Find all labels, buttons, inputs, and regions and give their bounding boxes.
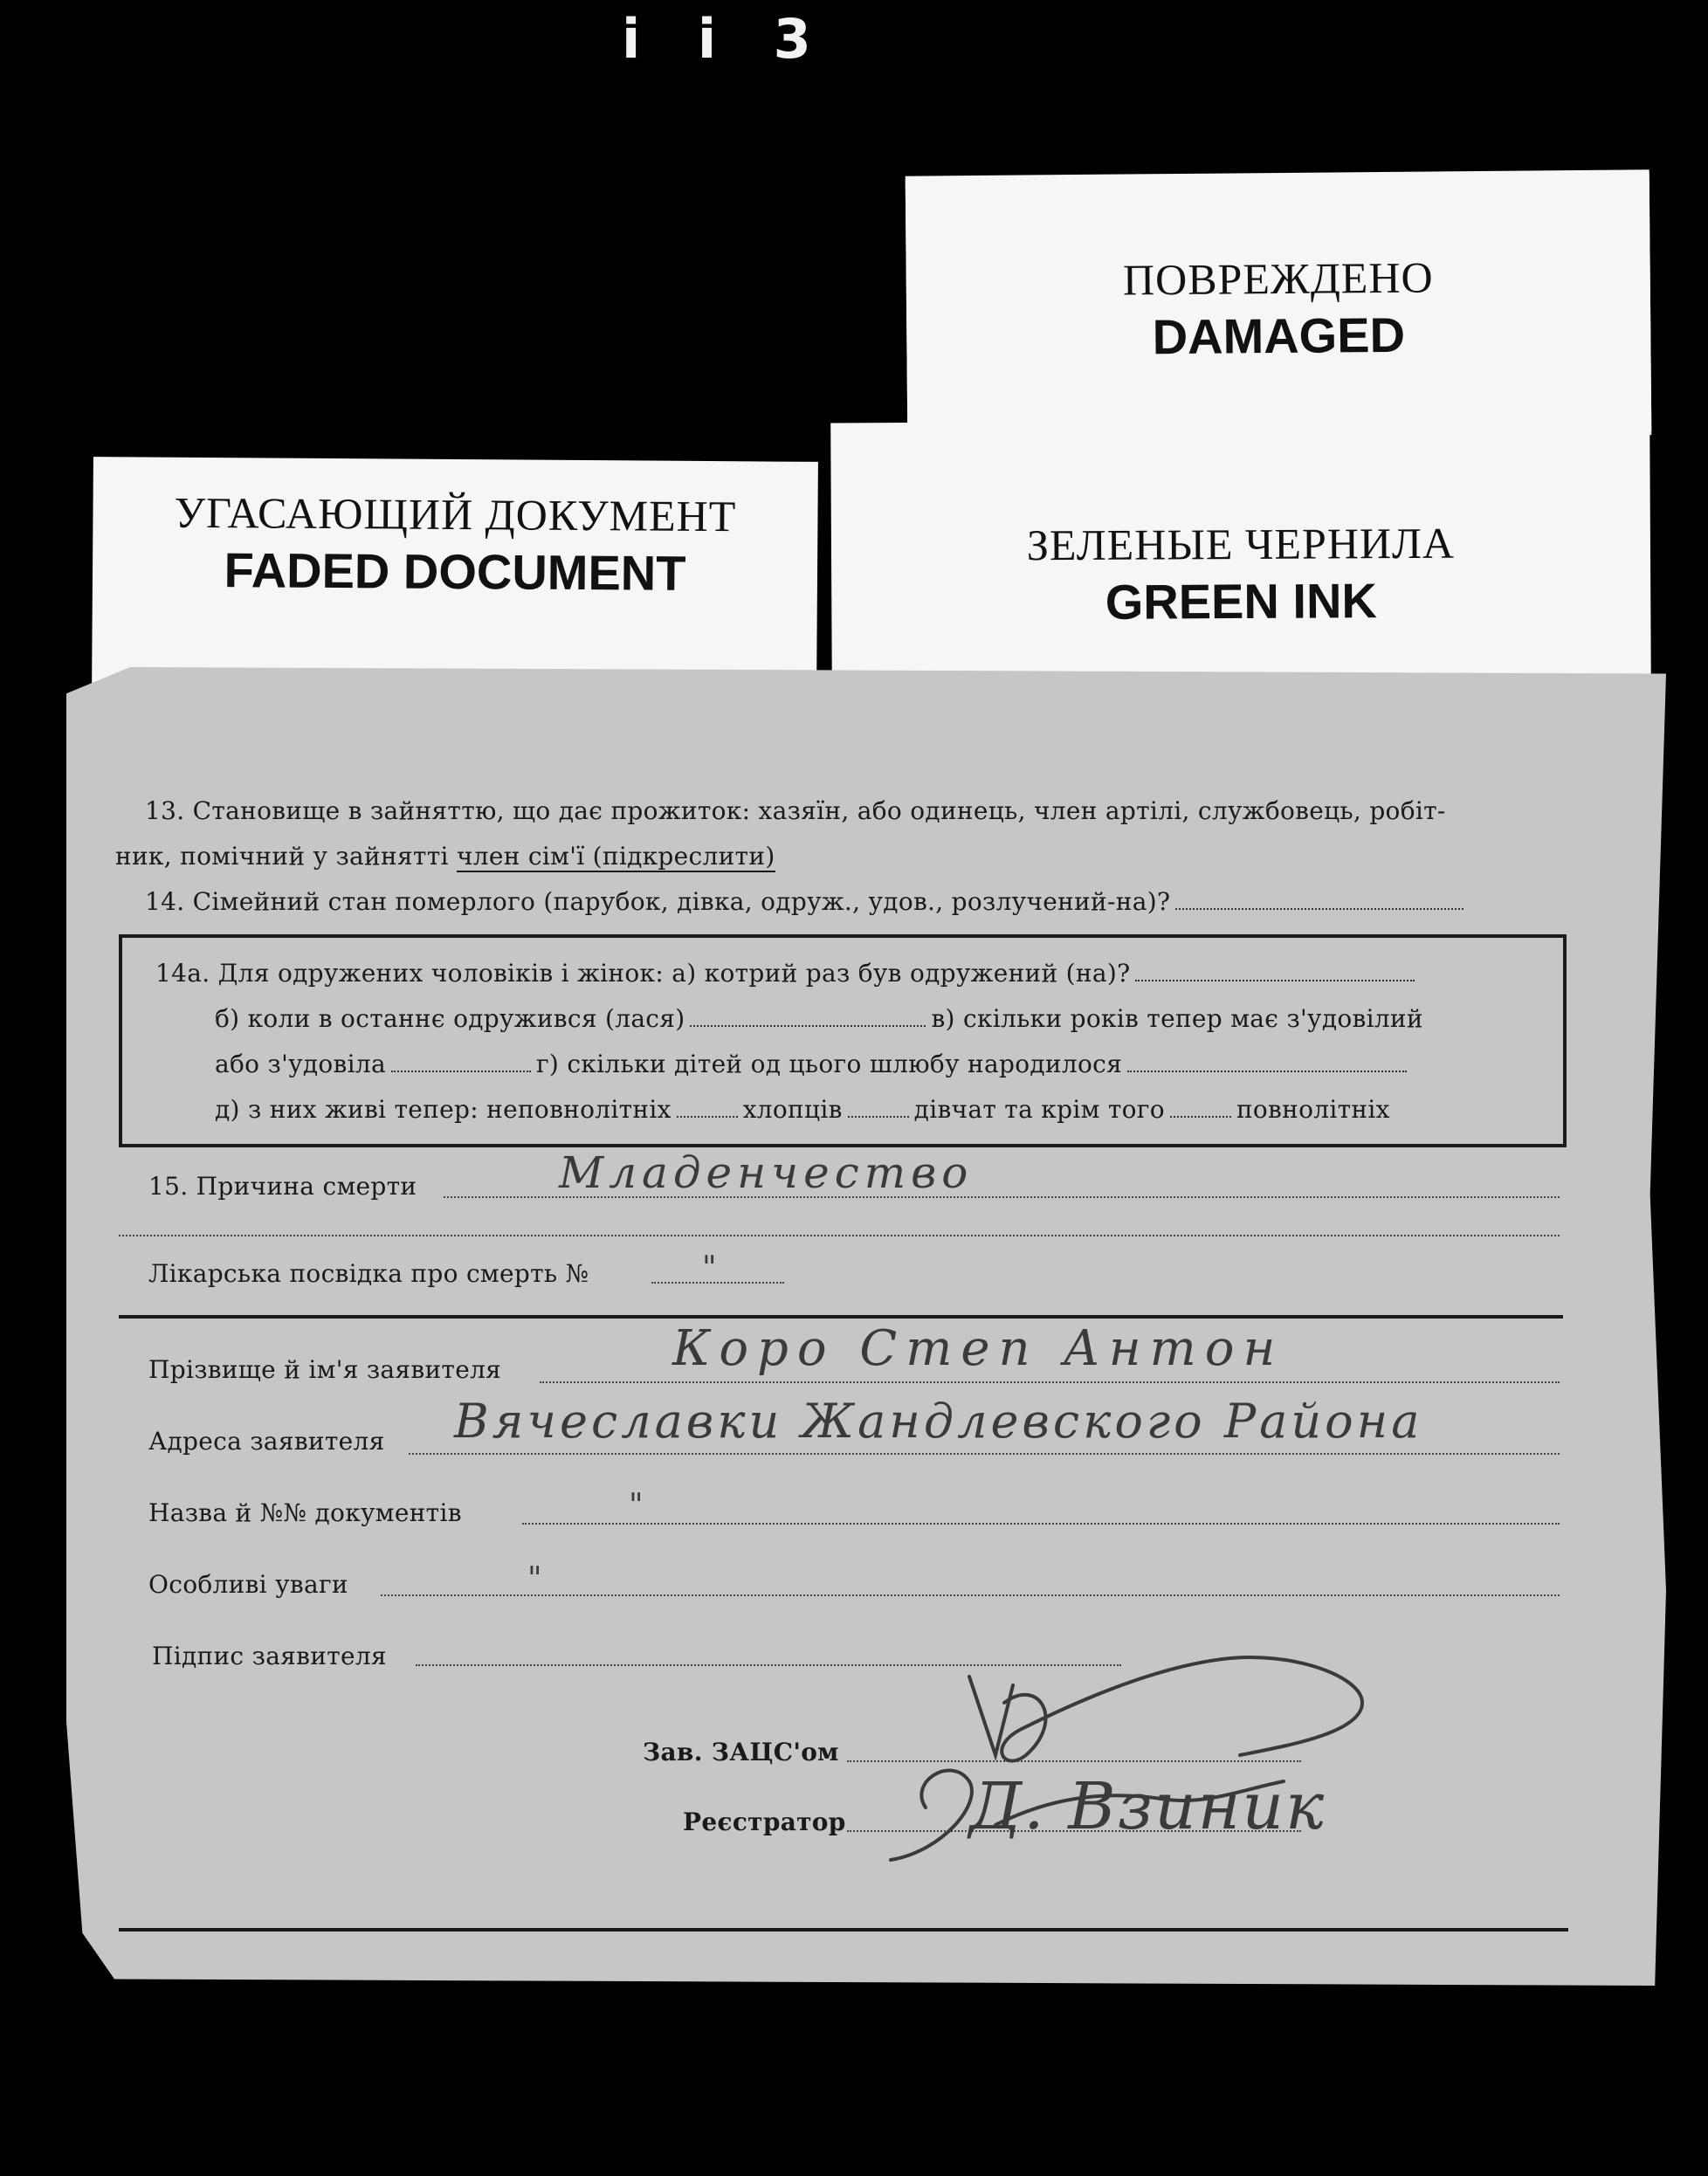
q14a-line1 (155, 959, 1420, 988)
q14a-boys-field (848, 1111, 909, 1118)
med-certificate-value: " (702, 1250, 722, 1286)
registrar-signature: Д. Взиник (969, 1769, 1326, 1844)
applicant-address-field (409, 1453, 1560, 1455)
notes-value: " (527, 1561, 548, 1597)
q14-field (1175, 903, 1464, 910)
q14a-line4 (215, 1095, 1390, 1124)
applicant-address-label: Адреса заявителя (148, 1427, 385, 1456)
documents-label: Назва й №№ документів (148, 1498, 462, 1527)
q14a-b-field (690, 1020, 926, 1027)
q15-handwritten-value: Младенчество (559, 1147, 974, 1198)
q14-label: 14. Сімейний стан померлого (парубок, дівка, одруж., удов., розлучений-на)? (145, 887, 1171, 916)
q14a-g-label: г) скільки дітей од цього шлюбу народилося (535, 1050, 1123, 1078)
green-ink-card-ru: ЗЕЛЕНЫЕ ЧЕРНИЛА (1026, 518, 1456, 570)
green-ink-card (830, 419, 1651, 685)
q14-line (145, 887, 1469, 916)
q13-line2 (115, 842, 775, 871)
registrar-label: Реєстратор (683, 1808, 846, 1836)
q13-line1: 13. Становище в зайняттю, що дає прожиток: хазяїн, або одинець, член артілі, службовець, робіт- (145, 796, 1446, 825)
zags-head-label: Зав. ЗАЦС'ом (643, 1738, 839, 1766)
q14a-v-label: в) скільки років тепер має з'удовілий (931, 1004, 1423, 1033)
q14a-or-label: або з'удовіла (215, 1050, 386, 1078)
notes-field (381, 1594, 1560, 1596)
q13-line2-start: ник, помічний у зайнятті (115, 842, 457, 871)
q13-line2-note: (підкреслити) (592, 842, 775, 871)
documents-field (522, 1523, 1560, 1525)
q14a-v-field (391, 1065, 531, 1072)
q14a-girls-label: дівчат та крім того (913, 1095, 1165, 1124)
med-certificate-label: Лікарська посвідка про смерть № (148, 1259, 589, 1288)
q15-extra-line (119, 1235, 1560, 1236)
faded-card-ru: УГАСАЮЩИЙ ДОКУМЕНТ (174, 487, 737, 541)
q14a-girls-field (1170, 1111, 1231, 1118)
q14a-g-field (1127, 1065, 1407, 1072)
applicant-name-value: Коро Степ Антон (672, 1320, 1284, 1377)
q13-line2-family: член сім'ї (456, 842, 593, 871)
q14a-adults-label: повнолітніх (1236, 1095, 1390, 1124)
archive-number: i i 3 (622, 7, 830, 71)
q14a-label: 14а. Для одружених чоловіків і жінок: а) котрий раз був одружений (на)? (155, 959, 1131, 988)
damaged-card-en: DAMAGED (1152, 306, 1406, 365)
q14a-line3 (215, 1050, 1412, 1078)
q15-label: 15. Причина смерти (148, 1172, 417, 1201)
applicant-address-value: Вячеславки Жандлевского Района (454, 1394, 1423, 1449)
faded-document-card (92, 457, 818, 694)
damaged-card-ru: ПОВРЕЖДЕНО (1122, 252, 1434, 305)
section-divider (119, 1315, 1563, 1319)
applicant-name-label: Прізвище й ім'я заявителя (148, 1355, 502, 1384)
q14a-b-label: б) коли в останнє одружився (лася) (215, 1004, 685, 1033)
faded-card-en: FADED DOCUMENT (224, 542, 686, 601)
applicant-signature-label: Підпис заявителя (152, 1642, 387, 1670)
q14a-a-field (1135, 974, 1415, 981)
q14a-boys-label: хлопців (742, 1095, 843, 1124)
q14a-line2 (215, 1004, 1423, 1033)
notes-label: Особливі уваги (148, 1570, 348, 1599)
q14a-minors-field (677, 1111, 738, 1118)
green-ink-card-en: GREEN INK (1105, 573, 1378, 630)
bottom-rule (119, 1928, 1568, 1932)
q14a-d-label: д) з них живі тепер: неповнолітніх (215, 1095, 671, 1124)
applicant-name-field (540, 1381, 1560, 1383)
documents-value: " (629, 1488, 649, 1524)
damaged-card (906, 169, 1652, 437)
